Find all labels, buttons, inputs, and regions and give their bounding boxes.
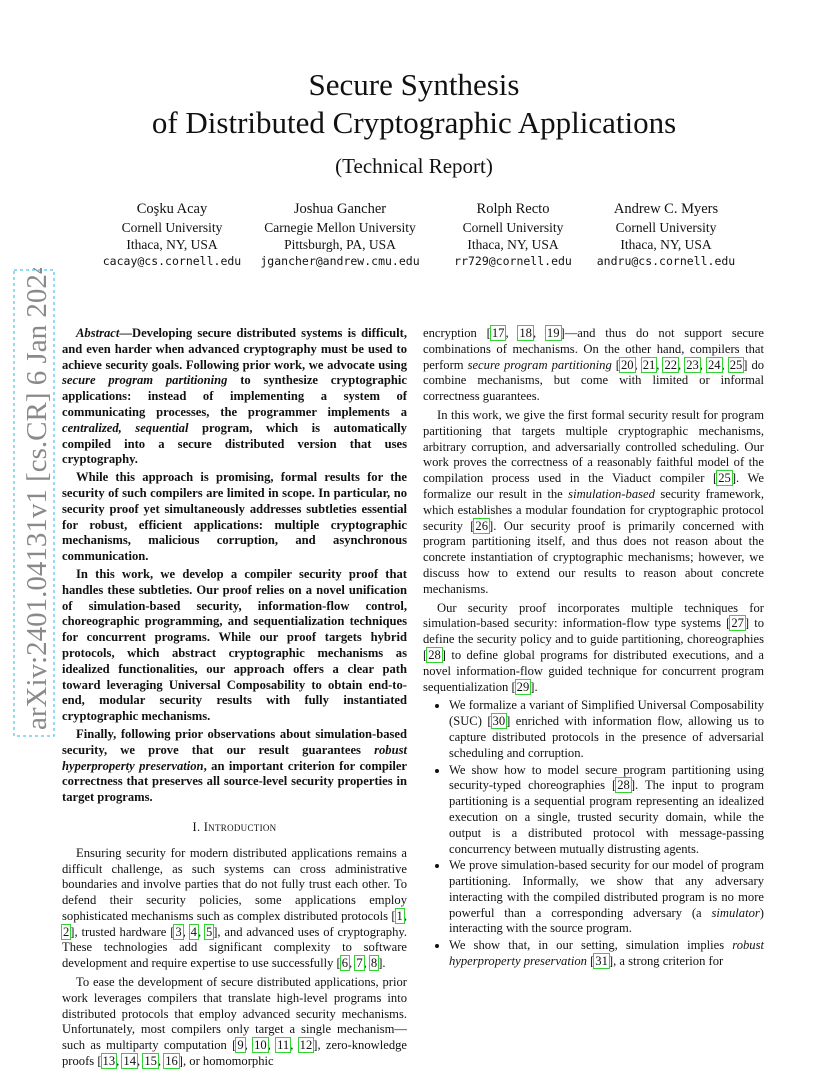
abstract-paragraph: Abstract—Developing secure distributed systems is difficult, and even harder when advanced cryptography must be used to achieve security goals. Following prior work, we advocate using secure program partitioning to synthesize cryptographic applications: instead of implementing a system of communicating processes, the programmer implements a centralized, sequential program, which is automatically compiled into a secure distributed version that uses cryptography.: [62, 326, 408, 467]
abstract: [62, 326, 407, 806]
citation-link[interactable]: 28: [617, 778, 630, 793]
list-item: • We show how to model secure program partitioning using security-typed choreographies [28]. The input to program partitioning is a sequential program representing an idealized execution on a single, trusted security domain, while the output is a distributed protocol with message-passing concurrency between mutually distrusting agents.: [449, 763, 764, 858]
citation-link[interactable]: 8: [370, 956, 378, 971]
citation-link[interactable]: 16: [165, 1054, 178, 1069]
author-location: Ithaca, NY, USA: [467, 237, 559, 252]
citation-link[interactable]: 7: [356, 956, 363, 971]
citation-link[interactable]: 6: [341, 956, 349, 971]
title-block: [0, 66, 828, 179]
citation-link[interactable]: 15: [144, 1054, 157, 1069]
citation-link[interactable]: 30: [492, 714, 506, 729]
list-item: • We show that, in our setting, simulation implies robust hyperproperty preservation [31], a strong criterion for: [449, 938, 764, 970]
citation-link[interactable]: 28: [428, 647, 441, 662]
citation-link[interactable]: 14: [123, 1054, 137, 1069]
author-name: Rolph Recto: [476, 201, 550, 217]
citation-link[interactable]: 24: [707, 357, 721, 372]
paper-title-line-2: of Distributed Cryptographic Applications: [151, 105, 677, 140]
section-heading: I. Introduction: [192, 819, 277, 834]
author-name: Andrew C. Myers: [613, 201, 719, 217]
author-email[interactable]: rr729@cornell.edu: [454, 254, 572, 268]
citation-link[interactable]: 1: [396, 908, 403, 923]
introduction-left: [62, 846, 407, 1070]
intro-paragraph: To ease the development of secure distributed applications, prior work leverages compilers that translate high-level programs into distributed protocols that employ advanced security mechanisms. Unfortunately, most compilers only target a single mechanism—such as multiparty computation [9, 10, 11, 12], zero-knowledge proofs [13, 14, 15, 16], or homomorphic: [62, 975, 408, 1069]
citation-link[interactable]: 22: [664, 357, 678, 372]
citation-link[interactable]: 13: [102, 1054, 116, 1069]
contribution-list: [423, 698, 764, 970]
author-block: [250, 200, 430, 270]
author-affiliation: Cornell University: [462, 220, 564, 235]
citation-link[interactable]: 20: [620, 357, 634, 372]
citation-link[interactable]: 26: [475, 518, 489, 533]
citation-link[interactable]: 31: [595, 954, 608, 969]
citation-link[interactable]: 17: [491, 326, 505, 340]
author-block: [92, 200, 252, 270]
author-email[interactable]: andru@cs.cornell.edu: [596, 254, 736, 268]
arxiv-watermark-svg: [6, 268, 66, 738]
list-item: • We prove simulation-based security for our model of program partitioning. Informally, we show that any adversary interacting with the compiled distributed program is no more powerful than a corresponding adversary (a simulator) interacting with the source program.: [449, 858, 764, 937]
intro-paragraph: encryption [17, 18, 19]—and thus do not support secure combinations of mechanisms. On the other hand, compilers that perform secure program partitioning [20, 21, 22, 23, 24, 25] do combine mechanisms, but come with limited or informal correctness guarantees.: [423, 326, 765, 404]
arxiv-watermark-text[interactable]: arXiv:2401.04131v1 [cs.CR] 6 Jan 2024: [21, 268, 53, 730]
citation-link[interactable]: 27: [731, 616, 744, 631]
abstract-paragraph: In this work, we develop a compiler security proof that handles these subtleties. Our proof relies on a novel unification of simulation-based security, information-flow control, choreographic programming, and sequentialization techniques for concurrent programs. While our proof targets hybrid protocols, which abstract cryptographic mechanisms as idealized functionalities, our approach offers a clear path toward leveraging Universal Composability to obtain end-to-end, modular security results with fully instantiated cryptographic mechanisms.: [62, 566, 407, 724]
citation-link[interactable]: 23: [686, 357, 699, 372]
intro-paragraph: Our security proof incorporates multiple techniques for simulation-based security: information-flow type systems [27] to define the security policy and to guide partitioning, choreographies [28] to define global programs for distributed executions, and a novel information-flow guided technique for concurrent program sequentialization [29].: [423, 600, 764, 694]
author-affiliation: Cornell University: [615, 220, 717, 235]
citation-link[interactable]: 10: [254, 1038, 267, 1053]
citation-link[interactable]: 21: [642, 357, 656, 372]
author-affiliation: Cornell University: [121, 220, 223, 235]
intro-paragraph: In this work, we give the first formal security result for program partitioning that targets multiple cryptographic mechanisms, arbitrary corruption, and adversarially controlled scheduling. Our work proves the correctness of a reasonably faithful model of the compilation process used in the Viaduct compiler [25]. We formalize our result in the simulation-based security framework, which establishes a modular foundation for cryptographic protocol security [26]. Our security proof is primarily concerned with program partitioning itself, and thus does not reason about the concrete instantiation of cryptographic mechanisms; however, we discuss how to extend our results to reason about concrete mechanisms.: [423, 407, 764, 596]
abstract-paragraph: Finally, following prior observations about simulation-based security, we prove that our result guarantees robust hyperproperty preservation, an important criterion for compiler correctness that preserves all source-level security properties in target programs.: [62, 726, 408, 805]
section-title: Introduction: [203, 819, 277, 834]
citation-link[interactable]: 18: [519, 326, 532, 340]
citation-link[interactable]: 25: [729, 357, 743, 372]
citation-link[interactable]: 5: [205, 924, 213, 939]
citation-link[interactable]: 12: [299, 1038, 313, 1053]
author-name: Coşku Acay: [136, 201, 208, 217]
author-location: Ithaca, NY, USA: [620, 237, 712, 252]
paper-title-line-1: Secure Synthesis: [308, 67, 520, 102]
citation-link[interactable]: 29: [516, 679, 530, 694]
citation-link[interactable]: 9: [237, 1038, 244, 1053]
abstract-label: Abstract: [76, 326, 120, 340]
author-block: [438, 200, 588, 270]
intro-paragraph: Ensuring security for modern distributed applications remains a difficult challenge, as such systems can cross administrative boundaries and involve parties that do not fully trust each other. To defend their security policies, some applications employ sophisticated mechanisms such as complex distributed protocols [1, 2], trusted hardware [3, 4, 5], and advanced uses of cryptography. These technologies add significant complexity to software development and require expertise to use successfully [6, 7, 8].: [62, 845, 408, 971]
author-location: Ithaca, NY, USA: [126, 237, 218, 252]
author-email[interactable]: jgancher@andrew.cmu.edu: [260, 254, 420, 268]
citation-link[interactable]: 3: [175, 924, 182, 939]
citation-link[interactable]: 2: [63, 924, 70, 939]
paper-subtitle: (Technical Report): [335, 154, 493, 178]
abstract-paragraph: While this approach is promising, formal results for the security of such compilers are limited in scope. In particular, no security proof yet simultaneously addresses subtleties essential for robust, efficient applications: multiple cryptographic mechanisms, malicious corruption, and asynchronous communication.: [62, 470, 407, 564]
citation-link[interactable]: 11: [277, 1038, 290, 1053]
citation-link[interactable]: 19: [546, 326, 560, 340]
author-affiliation: Carnegie Mellon University: [264, 220, 416, 235]
list-item: • We formalize a variant of Simplified Universal Composability (SUC) [30] enriched with information flow, allowing us to capture distributed protocols in the presence of adversarial scheduling and corruption.: [449, 698, 764, 761]
citation-link[interactable]: 25: [718, 471, 731, 486]
author-email[interactable]: cacay@cs.cornell.edu: [102, 254, 242, 268]
author-block: [586, 200, 746, 270]
arxiv-watermark: [6, 268, 66, 738]
author-location: Pittsburgh, PA, USA: [284, 237, 396, 252]
right-column: [423, 326, 764, 971]
left-column: [62, 326, 407, 1073]
citation-link[interactable]: 4: [190, 924, 197, 939]
author-name: Joshua Gancher: [293, 201, 387, 217]
